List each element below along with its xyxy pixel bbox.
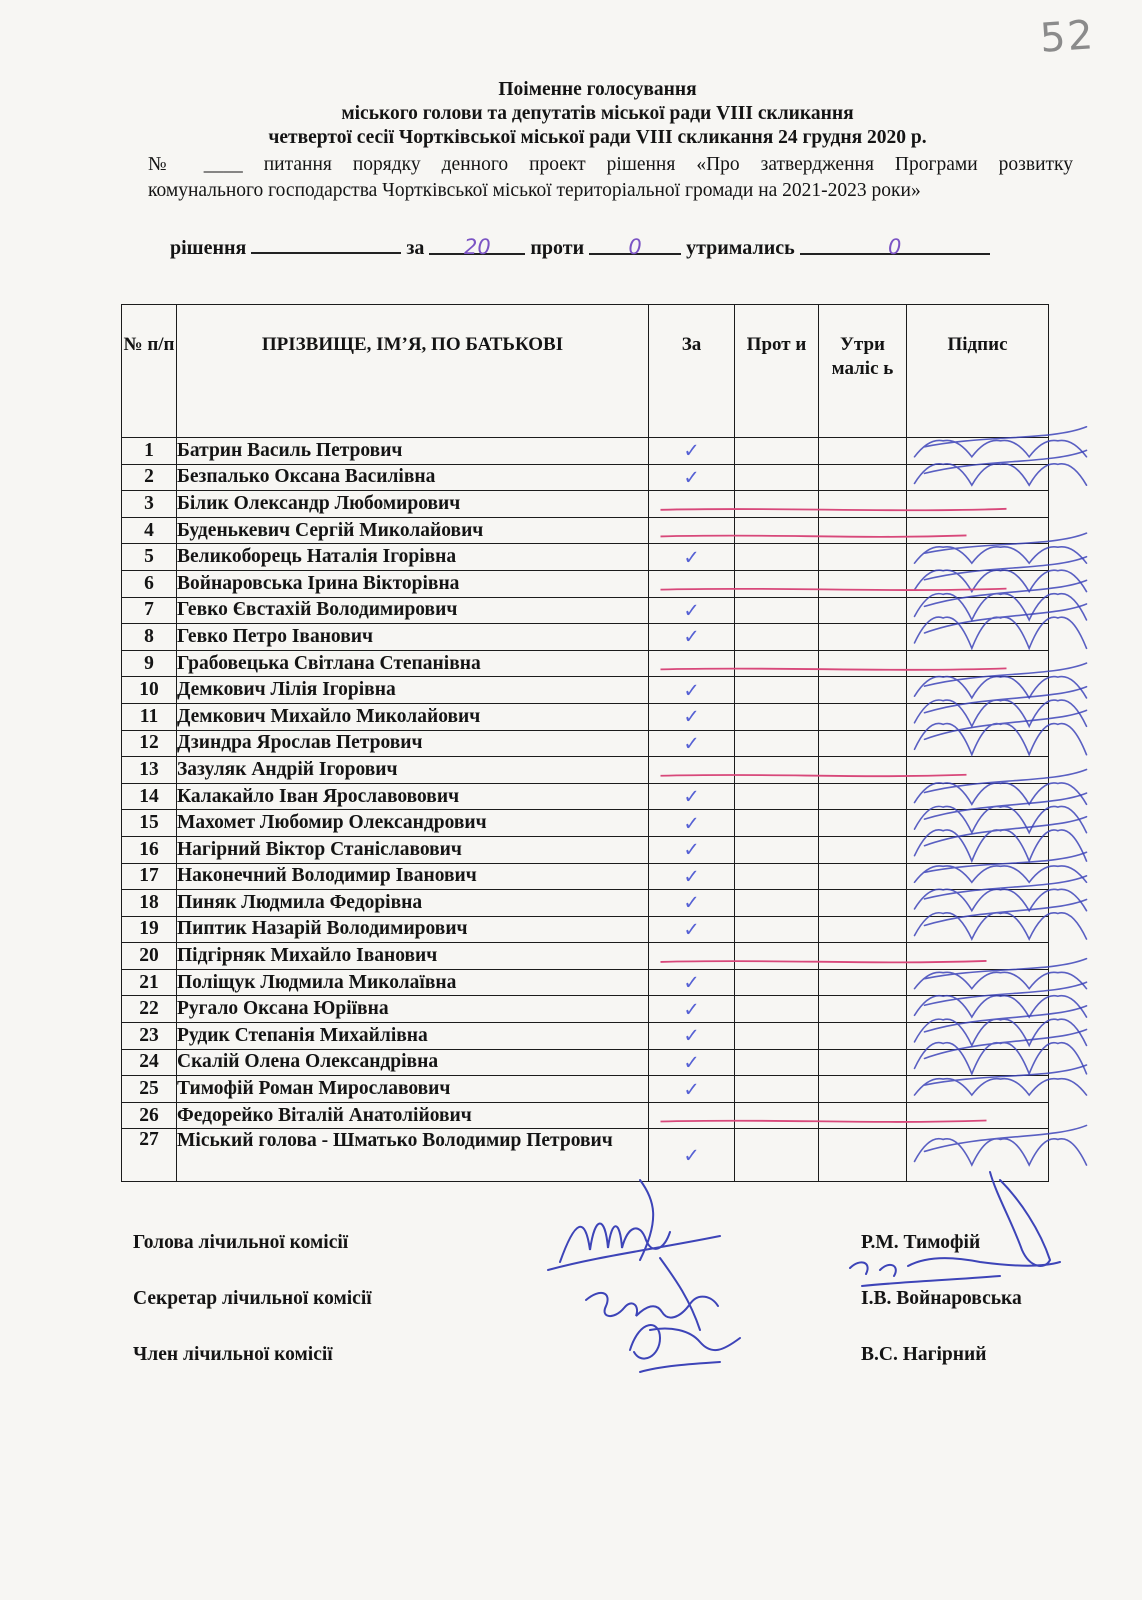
deputy-name: Демкович Лілія Ігорівна — [177, 677, 649, 704]
table-row — [122, 1102, 1049, 1129]
vote-proty — [735, 544, 819, 571]
vote-proty — [735, 996, 819, 1023]
vote-utrym — [819, 491, 907, 518]
table-row — [122, 916, 1049, 943]
vote-za: ✓ — [649, 836, 735, 863]
row-number: 15 — [122, 810, 177, 837]
table-row — [122, 570, 1049, 597]
vote-za: ✓ — [649, 996, 735, 1023]
vote-za: ✓ — [649, 703, 735, 730]
signature-cell — [907, 1102, 1049, 1129]
vote-proty — [735, 757, 819, 784]
vote-utrym — [819, 464, 907, 491]
vote-za: ✓ — [649, 969, 735, 996]
name-chair: Р.М. Тимофій — [861, 1232, 981, 1253]
vote-utrym — [819, 544, 907, 571]
table-row — [122, 836, 1049, 863]
row-number: 18 — [122, 890, 177, 917]
vote-proty — [735, 491, 819, 518]
signature-cell — [907, 863, 1049, 890]
utrym-label: утримались — [686, 237, 795, 259]
signature-cell — [907, 996, 1049, 1023]
table-row — [122, 1023, 1049, 1050]
signature-cell — [907, 916, 1049, 943]
table-row — [122, 517, 1049, 544]
deputy-name: Буденькевич Сергій Миколайович — [177, 517, 649, 544]
proty-blank — [589, 235, 681, 259]
deputy-name: Поліщук Людмила Миколаївна — [177, 969, 649, 996]
page-number: 52 — [1038, 12, 1097, 62]
signature-cell — [907, 783, 1049, 810]
vote-proty — [735, 943, 819, 970]
row-number: 17 — [122, 863, 177, 890]
deputy-name: Рудик Степанія Михайлівна — [177, 1023, 649, 1050]
row-number: 16 — [122, 836, 177, 863]
header-session: четвертої сесії Чортківської міської ради VIII скликання 24 грудня 2020 р. — [268, 127, 927, 148]
signature-cell — [907, 1129, 1049, 1182]
vote-proty — [735, 969, 819, 996]
table-row — [122, 597, 1049, 624]
table-row — [122, 677, 1049, 704]
row-number: 19 — [122, 916, 177, 943]
vote-proty — [735, 677, 819, 704]
vote-za: ✓ — [649, 916, 735, 943]
table-row — [122, 438, 1049, 465]
row-number: 6 — [122, 570, 177, 597]
vote-utrym — [819, 836, 907, 863]
table-row — [122, 1129, 1049, 1182]
vote-za — [649, 757, 735, 784]
vote-za — [649, 517, 735, 544]
vote-za — [649, 943, 735, 970]
utrym-value: 0 — [887, 235, 902, 259]
deputy-name: Міський голова - Шматько Володимир Петрович — [177, 1129, 649, 1182]
counting-commission — [133, 1232, 1033, 1400]
deputy-name: Безпалько Оксана Василівна — [177, 464, 649, 491]
deputy-name: Пиняк Людмила Федорівна — [177, 890, 649, 917]
vote-za: ✓ — [649, 1076, 735, 1103]
vote-utrym — [819, 650, 907, 677]
vote-utrym — [819, 969, 907, 996]
deputy-name: Скалій Олена Олександрівна — [177, 1049, 649, 1076]
vote-utrym — [819, 438, 907, 465]
vote-utrym — [819, 943, 907, 970]
row-number: 10 — [122, 677, 177, 704]
decision-label: рішення — [170, 237, 247, 259]
za-value: 20 — [463, 235, 491, 259]
vote-proty — [735, 1129, 819, 1182]
row-number: 7 — [122, 597, 177, 624]
signature-cell — [907, 544, 1049, 571]
deputy-name: Великоборець Наталія Ігорівна — [177, 544, 649, 571]
vote-utrym — [819, 1023, 907, 1050]
utrym-blank — [800, 235, 990, 259]
row-number: 21 — [122, 969, 177, 996]
row-number: 2 — [122, 464, 177, 491]
deputy-name: Ругало Оксана Юріївна — [177, 996, 649, 1023]
vote-proty — [735, 863, 819, 890]
vote-utrym — [819, 1129, 907, 1182]
roll-call-table — [121, 304, 1049, 1182]
vote-za: ✓ — [649, 890, 735, 917]
signature-cell — [907, 650, 1049, 677]
signature-cell — [907, 757, 1049, 784]
deputy-name: Гевко Петро Іванович — [177, 624, 649, 651]
commission-row-secretary — [133, 1288, 1033, 1344]
vote-za: ✓ — [649, 730, 735, 757]
vote-za: ✓ — [649, 783, 735, 810]
table-row — [122, 703, 1049, 730]
vote-utrym — [819, 996, 907, 1023]
role-secretary: Секретар лічильної комісії — [133, 1288, 372, 1309]
deputy-name: Батрин Василь Петрович — [177, 438, 649, 465]
role-member: Член лічильної комісії — [133, 1344, 333, 1365]
row-number: 12 — [122, 730, 177, 757]
vote-proty — [735, 836, 819, 863]
row-number: 1 — [122, 438, 177, 465]
deputy-name: Войнаровська Ірина Вікторівна — [177, 570, 649, 597]
vote-za: ✓ — [649, 1129, 735, 1182]
deputy-name: Дзиндра Ярослав Петрович — [177, 730, 649, 757]
row-number: 27 — [122, 1129, 177, 1182]
za-blank — [429, 235, 525, 259]
vote-utrym — [819, 783, 907, 810]
vote-proty — [735, 890, 819, 917]
vote-proty — [735, 916, 819, 943]
header-subtitle: міського голови та депутатів міської ради VIII скликання — [341, 103, 854, 124]
signature-cell — [907, 836, 1049, 863]
row-number: 20 — [122, 943, 177, 970]
signature-cell — [907, 890, 1049, 917]
vote-utrym — [819, 597, 907, 624]
row-number: 14 — [122, 783, 177, 810]
agenda-item — [148, 152, 1073, 204]
vote-utrym — [819, 863, 907, 890]
deputy-name: Наконечний Володимир Іванович — [177, 863, 649, 890]
agenda-line-2: комунального господарства Чортківської міської територіальної громади на 2021-2023 роки» — [148, 180, 921, 201]
row-number: 24 — [122, 1049, 177, 1076]
proty-value: 0 — [628, 235, 642, 259]
vote-za: ✓ — [649, 438, 735, 465]
vote-proty — [735, 517, 819, 544]
signature-cell — [907, 703, 1049, 730]
vote-proty — [735, 438, 819, 465]
vote-proty — [735, 730, 819, 757]
vote-utrym — [819, 570, 907, 597]
table-row — [122, 890, 1049, 917]
signature-cell — [907, 624, 1049, 651]
vote-proty — [735, 810, 819, 837]
row-number: 11 — [122, 703, 177, 730]
decision-line — [170, 234, 1060, 260]
deputy-name: Підгірняк Михайло Іванович — [177, 943, 649, 970]
signature-cell — [907, 969, 1049, 996]
signature-cell — [907, 517, 1049, 544]
vote-proty — [735, 783, 819, 810]
vote-za: ✓ — [649, 464, 735, 491]
signature-cell — [907, 464, 1049, 491]
row-number: 5 — [122, 544, 177, 571]
proty-label: проти — [530, 237, 585, 259]
role-chair: Голова лічильної комісії — [133, 1232, 349, 1253]
vote-utrym — [819, 1102, 907, 1129]
vote-za: ✓ — [649, 1049, 735, 1076]
table-row — [122, 624, 1049, 651]
table-row — [122, 943, 1049, 970]
vote-proty — [735, 1049, 819, 1076]
signature-cell — [907, 597, 1049, 624]
table-row — [122, 1076, 1049, 1103]
vote-utrym — [819, 757, 907, 784]
table-row — [122, 650, 1049, 677]
header-num: № п/п — [122, 305, 177, 438]
signature-cell — [907, 1049, 1049, 1076]
commission-row-member — [133, 1344, 1033, 1400]
vote-za — [649, 1102, 735, 1129]
vote-utrym — [819, 810, 907, 837]
header-signature: Підпис — [907, 305, 1049, 438]
commission-row-chair — [133, 1232, 1033, 1288]
table-row — [122, 491, 1049, 518]
vote-utrym — [819, 624, 907, 651]
vote-za: ✓ — [649, 544, 735, 571]
decision-blank — [251, 234, 401, 254]
table-row — [122, 464, 1049, 491]
deputy-name: Гевко Євстахій Володимирович — [177, 597, 649, 624]
vote-utrym — [819, 517, 907, 544]
header-proty: Прот и — [735, 305, 819, 438]
vote-proty — [735, 1102, 819, 1129]
signature-cell — [907, 810, 1049, 837]
vote-proty — [735, 597, 819, 624]
row-number: 25 — [122, 1076, 177, 1103]
signature-cell — [907, 1076, 1049, 1103]
vote-proty — [735, 1023, 819, 1050]
row-number: 26 — [122, 1102, 177, 1129]
signature-cell — [907, 943, 1049, 970]
name-secretary: І.В. Войнаровська — [861, 1288, 1022, 1309]
vote-za — [649, 491, 735, 518]
vote-za — [649, 650, 735, 677]
table-row — [122, 863, 1049, 890]
header-za: За — [649, 305, 735, 438]
row-number: 23 — [122, 1023, 177, 1050]
table-row — [122, 1049, 1049, 1076]
header-name: ПРІЗВИЩЕ, ІМ’Я, ПО БАТЬКОВІ — [177, 305, 649, 438]
signature-cell — [907, 730, 1049, 757]
header-utrym: Утри маліс ь — [819, 305, 907, 438]
vote-proty — [735, 624, 819, 651]
signature-cell — [907, 570, 1049, 597]
row-number: 4 — [122, 517, 177, 544]
row-number: 22 — [122, 996, 177, 1023]
vote-utrym — [819, 730, 907, 757]
vote-utrym — [819, 1049, 907, 1076]
vote-proty — [735, 464, 819, 491]
vote-za: ✓ — [649, 1023, 735, 1050]
deputy-name: Пиптик Назарій Володимирович — [177, 916, 649, 943]
vote-proty — [735, 650, 819, 677]
row-number: 3 — [122, 491, 177, 518]
vote-za: ✓ — [649, 863, 735, 890]
vote-za: ✓ — [649, 624, 735, 651]
vote-za: ✓ — [649, 810, 735, 837]
name-member: В.С. Нагірний — [861, 1344, 987, 1365]
za-label: за — [406, 237, 425, 259]
table-row — [122, 810, 1049, 837]
deputy-name: Демкович Михайло Миколайович — [177, 703, 649, 730]
table-row — [122, 544, 1049, 571]
row-number: 13 — [122, 757, 177, 784]
deputy-name: Білик Олександр Любомирович — [177, 491, 649, 518]
vote-utrym — [819, 703, 907, 730]
row-number: 8 — [122, 624, 177, 651]
vote-proty — [735, 1076, 819, 1103]
deputy-name: Зазуляк Андрій Ігорович — [177, 757, 649, 784]
row-number: 9 — [122, 650, 177, 677]
vote-utrym — [819, 677, 907, 704]
vote-za — [649, 570, 735, 597]
deputy-name: Калакайло Іван Ярославовович — [177, 783, 649, 810]
deputy-name: Тимофій Роман Мирославович — [177, 1076, 649, 1103]
deputy-name: Махомет Любомир Олександрович — [177, 810, 649, 837]
signature-cell — [907, 1023, 1049, 1050]
table-row — [122, 783, 1049, 810]
table-row — [122, 730, 1049, 757]
vote-za: ✓ — [649, 677, 735, 704]
signature-cell — [907, 677, 1049, 704]
table-row — [122, 996, 1049, 1023]
document-header — [140, 78, 1055, 150]
table-row — [122, 969, 1049, 996]
vote-proty — [735, 570, 819, 597]
agenda-line-1: № ____ питання порядку денного проект рішення «Про затвердження Програми розвитку — [148, 154, 1073, 175]
header-title: Поіменне голосування — [498, 79, 697, 100]
vote-proty — [735, 703, 819, 730]
table-row — [122, 757, 1049, 784]
deputy-name: Нагірний Віктор Станіславович — [177, 836, 649, 863]
vote-utrym — [819, 1076, 907, 1103]
table-header-row — [122, 305, 1049, 438]
vote-za: ✓ — [649, 597, 735, 624]
deputy-name: Грабовецька Світлана Степанівна — [177, 650, 649, 677]
signature-cell — [907, 491, 1049, 518]
signature-cell — [907, 438, 1049, 465]
vote-utrym — [819, 916, 907, 943]
vote-utrym — [819, 890, 907, 917]
deputy-name: Федорейко Віталій Анатолійович — [177, 1102, 649, 1129]
